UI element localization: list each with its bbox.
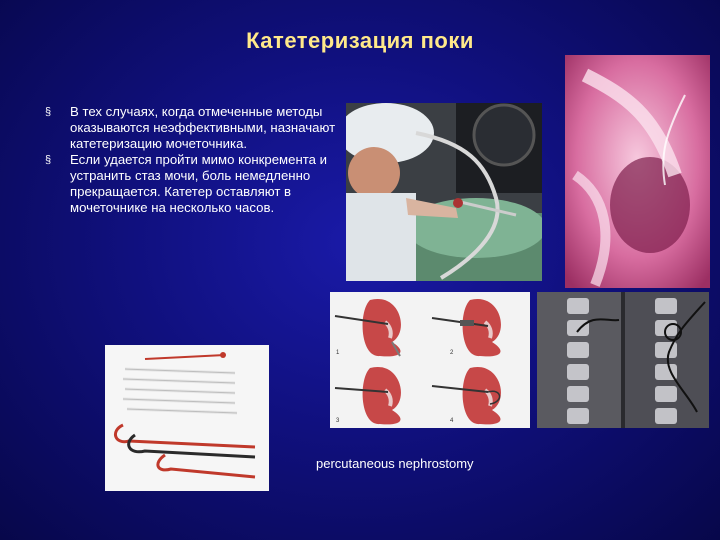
bullet-marker: § (45, 106, 52, 118)
bullet-item (45, 152, 345, 215)
catheterization-photo (346, 103, 542, 281)
panel-number: 1 (336, 350, 340, 356)
bullet-text: В тех случаях, когда отмеченные методы оказываются неэффективными, назначают катетеризацию мочеточника. (70, 104, 336, 151)
bullet-item (45, 104, 345, 151)
slide-title: Катетеризация поки (246, 28, 474, 53)
panel-number: 2 (450, 350, 454, 356)
bullet-marker: § (45, 154, 52, 167)
xray-pelvis-image (565, 55, 710, 288)
kidney-diagram-grid (330, 292, 530, 428)
kidney-diagram-panel (335, 299, 401, 356)
catheters-photo (105, 345, 269, 491)
image-caption: percutaneous nephrostomy (316, 456, 474, 471)
panel-number: 3 (336, 418, 340, 424)
bullet-text: Если удается пройти мимо конкремента и устранить стаз мочи, боль немедленно прекращается. Катетер оставляют в мочеточнике на несколько часов. (70, 152, 327, 215)
xray-nephrostomy-image (537, 292, 709, 428)
bullet-list (45, 104, 345, 216)
panel-number: 4 (450, 418, 454, 424)
